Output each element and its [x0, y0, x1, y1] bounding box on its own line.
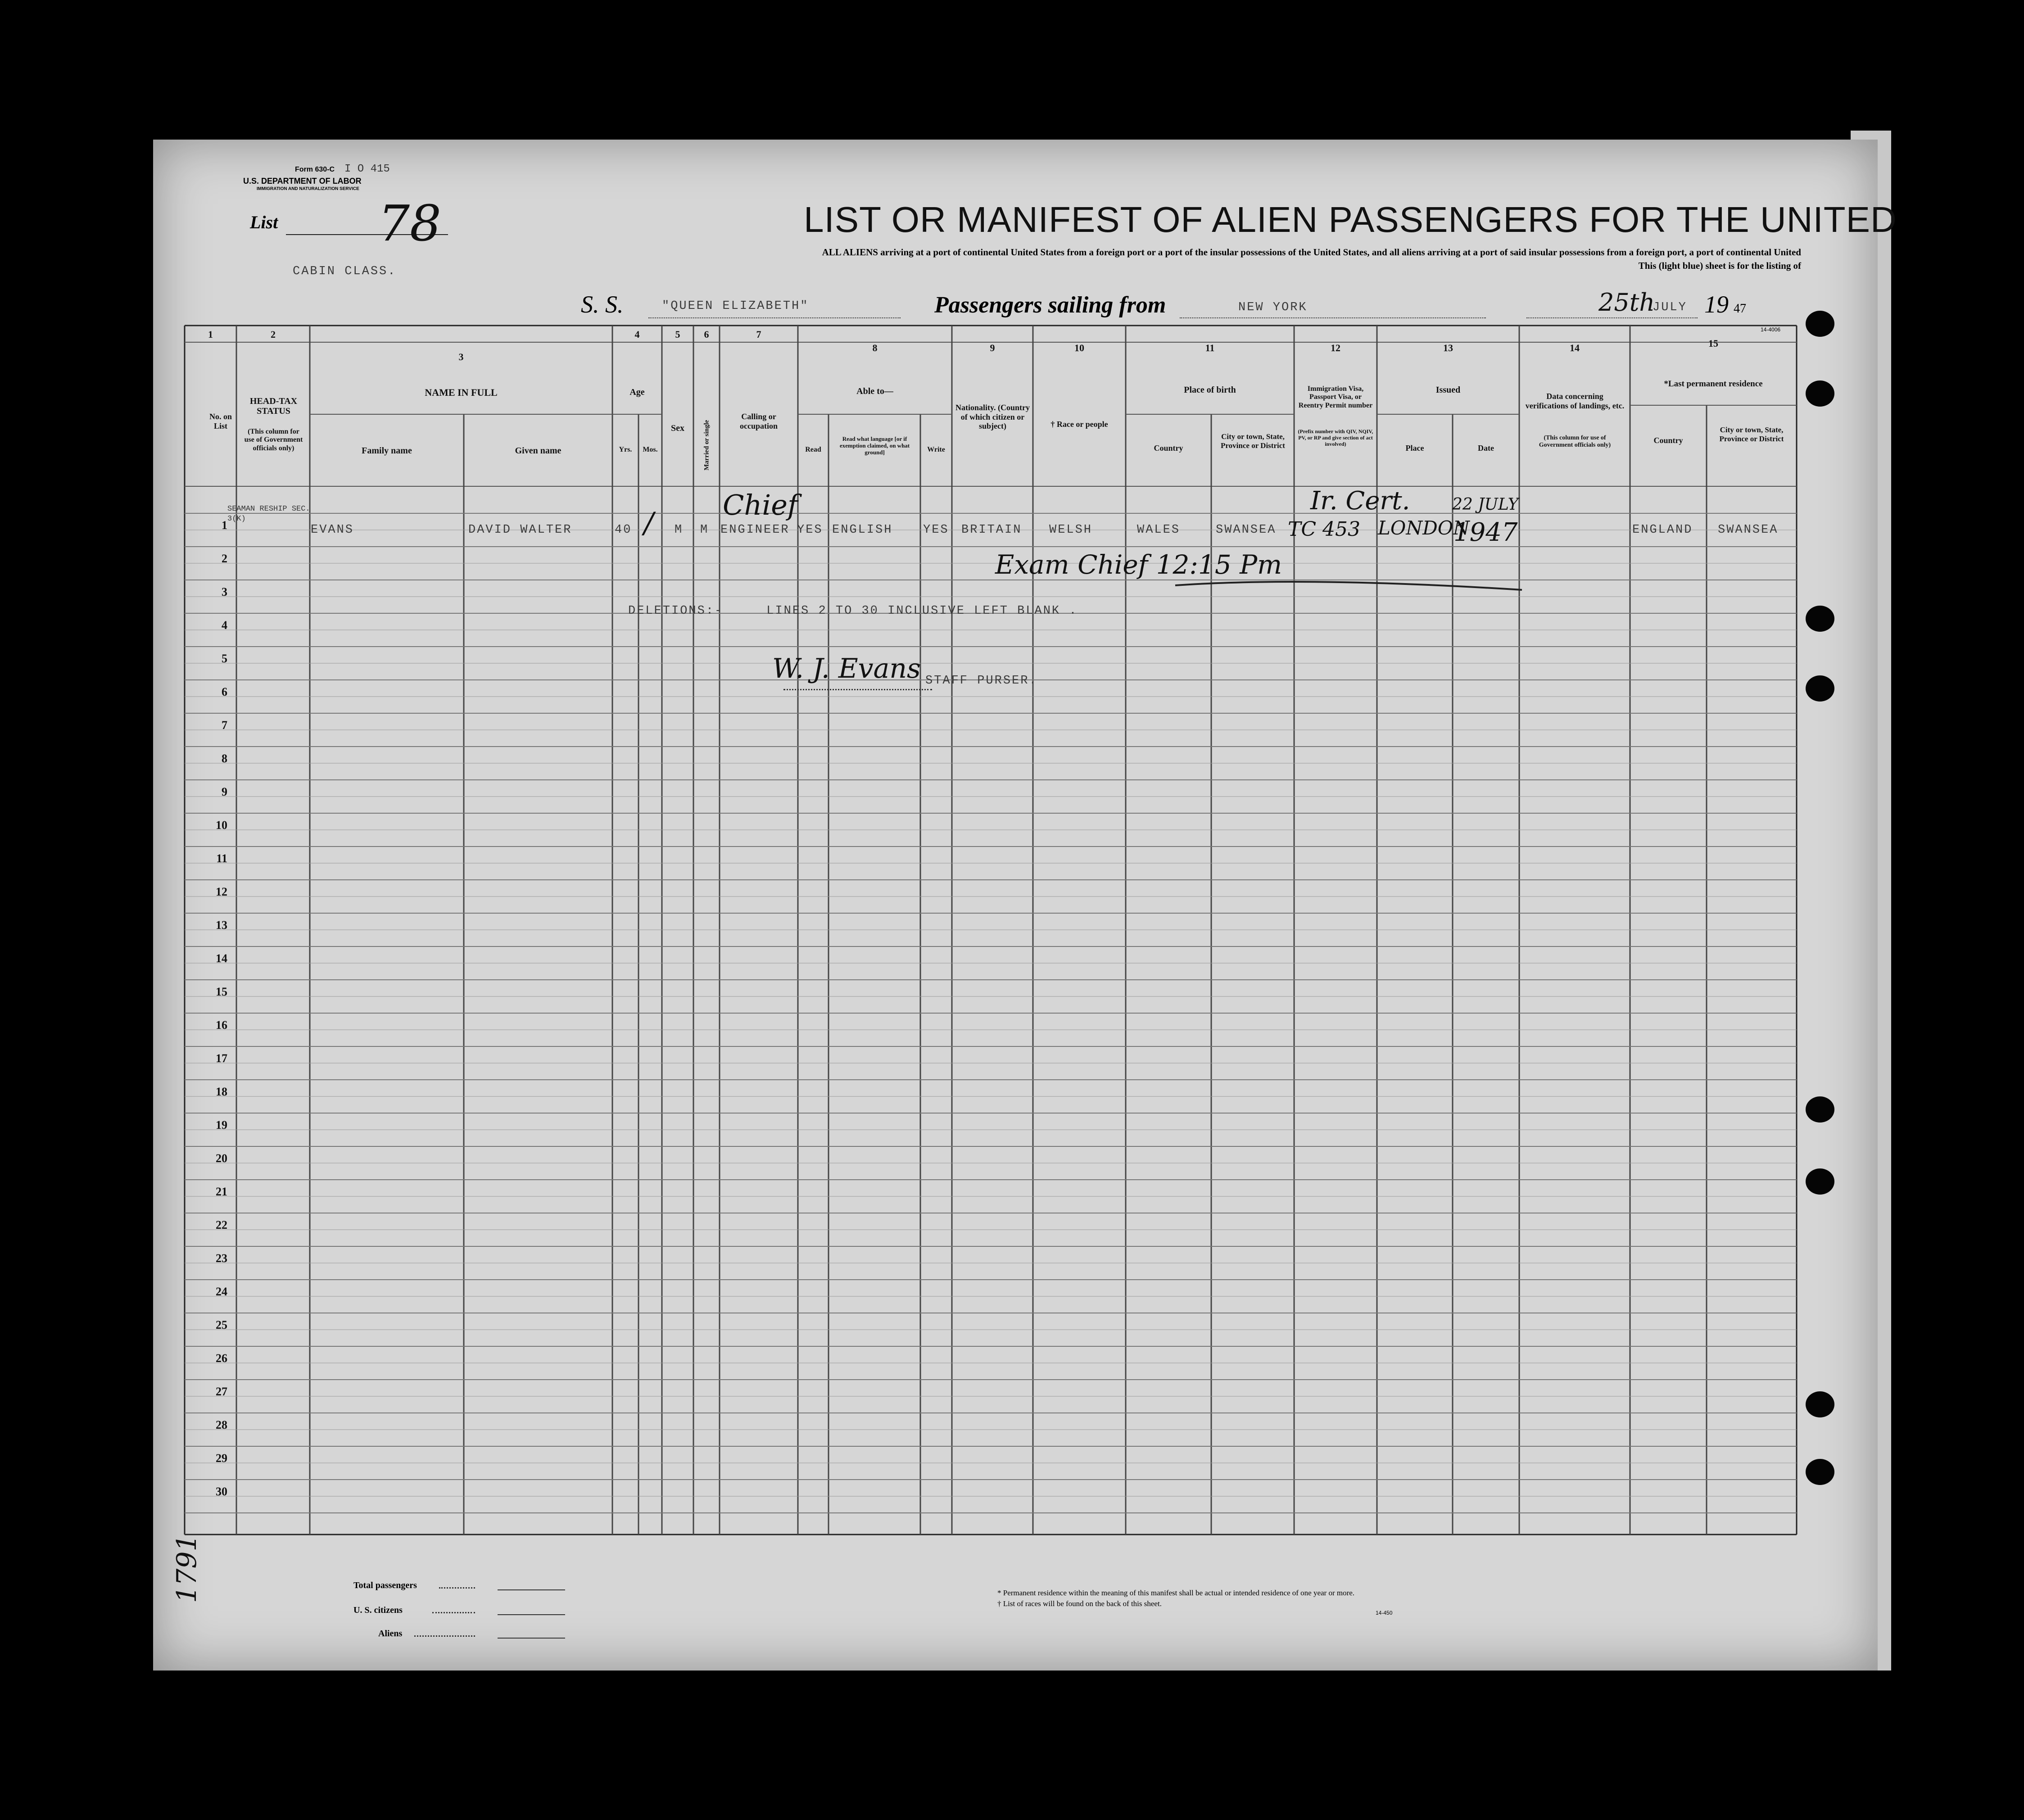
punch-hole: [1806, 1168, 1834, 1195]
entry-read: YES: [797, 523, 823, 537]
row-number: 26: [216, 1352, 227, 1365]
purser-signature: W. J. Evans: [772, 653, 921, 684]
entry-calling: ENGINEER: [720, 523, 790, 537]
row-number: 15: [216, 985, 227, 998]
row-number: 4: [222, 619, 227, 632]
hdr-sex: Sex: [671, 423, 684, 433]
row-number: 16: [216, 1019, 227, 1032]
col-num-12: 12: [1331, 342, 1340, 353]
entry-residence-country: ENGLAND: [1632, 523, 1693, 537]
row-number: 19: [216, 1118, 227, 1132]
footnote-races: † List of races will be found on the back of this sheet.: [997, 1599, 1162, 1608]
entry-sex: M: [675, 523, 684, 537]
margin-note: 1791: [171, 1534, 203, 1603]
row-number: 14: [216, 952, 227, 965]
row-number: 9: [222, 785, 227, 798]
hdr-head-tax-note: (This column for use of Government officials only): [244, 428, 303, 452]
hdr-res-country: Country: [1653, 436, 1683, 445]
entry-issued-date: 22 JULY: [1452, 495, 1519, 514]
hdr-res-city: City or town, State, Province or District: [1719, 426, 1784, 443]
department: U.S. DEPARTMENT OF LABOR: [243, 177, 362, 186]
departure-port: NEW YORK: [1238, 301, 1308, 314]
row-number: 25: [216, 1318, 227, 1331]
col-num-9: 9: [990, 342, 995, 353]
us-citizens-line: [498, 1614, 565, 1615]
aliens-line: [498, 1638, 565, 1639]
hdr-read-language: Read what language [or if exemption claimed, on what ground]: [839, 435, 910, 456]
entry-age-years: 40: [615, 523, 632, 537]
hdr-read: Read: [805, 446, 821, 453]
inspection-underline: [1171, 572, 1531, 599]
total-passengers-line: [498, 1589, 565, 1590]
col-num-10: 10: [1074, 342, 1084, 353]
entry-birth-city: SWANSEA: [1216, 523, 1277, 537]
entry-language: ENGLISH: [832, 523, 893, 537]
page-title: LIST OR MANIFEST OF ALIEN PASSENGERS FOR THE UNITED: [804, 199, 1897, 240]
purser-title: STAFF PURSER.: [925, 674, 1038, 688]
ship-name: "QUEEN ELIZABETH": [662, 299, 809, 313]
hdr-able-to: Able to—: [856, 386, 893, 396]
hdr-family-name: Family name: [362, 446, 412, 456]
entry-visa-number: TC 453: [1288, 518, 1360, 541]
col-num-11: 11: [1205, 342, 1215, 353]
cabin-class: CABIN CLASS.: [293, 265, 397, 278]
footnote-residence: * Permanent residence within the meaning of this manifest shall be actual or intended residence of one year or more.: [997, 1589, 1355, 1597]
row-number: 23: [216, 1252, 227, 1265]
row-number: 18: [216, 1085, 227, 1098]
punch-hole: [1806, 675, 1834, 702]
row-number: 28: [216, 1418, 227, 1431]
total-passengers-dots: [439, 1587, 475, 1589]
row-number: 7: [222, 719, 227, 732]
deletions-note: DELETIONS:- LINES 2 TO 30 INCLUSIVE LEFT BLANK .: [628, 604, 1078, 618]
subtitle-line2: This (light blue) sheet is for the listing of: [1638, 260, 1801, 271]
hdr-write: Write: [927, 446, 945, 453]
hdr-visa-note: (Prefix number with QIV, NQIV, PV, or RP and give section of act involved): [1298, 428, 1373, 447]
col-num-6: 6: [704, 329, 709, 340]
hdr-yrs: Yrs.: [619, 446, 632, 453]
entry-issued-place: LONDON: [1378, 517, 1470, 539]
aliens-dots: [414, 1635, 475, 1637]
col-num-5: 5: [675, 329, 680, 340]
ss-label: S. S.: [581, 291, 624, 318]
row-number: 17: [216, 1052, 227, 1065]
hdr-verifications: Data concerning verifications of landings, etc.: [1525, 392, 1625, 410]
entry-residence-city: SWANSEA: [1718, 523, 1779, 537]
total-passengers-label: Total passengers: [353, 1580, 417, 1590]
service: IMMIGRATION AND NATURALIZATION SERVICE: [257, 186, 359, 191]
entry-nationality: BRITAIN: [961, 523, 1022, 537]
row-number: 13: [216, 919, 227, 932]
hdr-issued-place: Place: [1405, 444, 1424, 453]
hdr-verifications-note: (This column for use of Government officials only): [1539, 435, 1611, 449]
hdr-name-in-full: NAME IN FULL: [425, 387, 498, 398]
row-number: 1: [222, 519, 227, 532]
col-num-13: 13: [1443, 342, 1453, 353]
subtitle-line1: ALL ALIENS arriving at a port of continental United States from a foreign port or a port of the insular possessions of the United States, and all aliens arriving at a port of said insular possessions from a foreign port, a port of continental United: [822, 247, 1801, 258]
sailing-from-label: Passengers sailing from: [934, 292, 1166, 318]
row-number: 27: [216, 1385, 227, 1398]
entry-calling-handwritten: Chief: [723, 489, 798, 521]
col-num-8: 8: [872, 342, 878, 353]
hdr-issued-date: Date: [1478, 444, 1494, 453]
punch-hole: [1806, 1391, 1834, 1417]
us-citizens-label: U. S. citizens: [353, 1605, 403, 1615]
hdr-married: Married or single: [703, 420, 711, 471]
hdr-nationality: Nationality. (Country of which citizen or subject): [955, 403, 1030, 431]
col-num-15: 15: [1708, 338, 1718, 349]
punch-hole: [1806, 1459, 1834, 1485]
entry-head-tax: SEAMAN RESHIP SEC. 3(K): [227, 505, 310, 524]
form-number: Form 630-C: [295, 166, 335, 173]
col-num-1: 1: [208, 329, 213, 340]
row-number: 6: [222, 685, 227, 698]
hdr-issued: Issued: [1435, 385, 1461, 395]
row-number: 24: [216, 1285, 227, 1298]
row-number: 22: [216, 1218, 227, 1231]
hdr-last-residence: *Last permanent residence: [1664, 379, 1763, 389]
row-number: 29: [216, 1452, 227, 1465]
entry-issued-year: 1947: [1453, 518, 1518, 547]
hdr-mos: Mos.: [643, 446, 658, 453]
punch-hole: [1806, 606, 1834, 632]
row-number: 12: [216, 885, 227, 898]
entry-birth-country: WALES: [1137, 523, 1181, 537]
departure-month: JULY: [1653, 301, 1687, 314]
entry-family-name: EVANS: [311, 523, 354, 537]
list-number: 78: [378, 195, 441, 252]
entry-marital-status: M: [700, 523, 709, 537]
row-number: 5: [222, 652, 227, 665]
row-number: 10: [216, 819, 227, 832]
col-num-3: 3: [458, 351, 464, 362]
hdr-calling: Calling or occupation: [739, 412, 778, 430]
row-number: 11: [216, 852, 227, 865]
hdr-head-tax: HEAD-TAX STATUS: [249, 396, 298, 416]
entry-age-months: /: [644, 507, 654, 540]
aliens-label: Aliens: [378, 1629, 403, 1639]
entry-given-name: DAVID WALTER: [468, 523, 572, 537]
hdr-race: † Race or people: [1050, 420, 1108, 429]
row-number: 21: [216, 1185, 227, 1198]
inspection-note: Exam Chief 12:15 Pm: [995, 549, 1282, 580]
col-num-14: 14: [1570, 342, 1580, 353]
form-code: 14-4006: [1761, 326, 1781, 333]
row-number: 8: [222, 752, 227, 765]
signature-line: [783, 689, 932, 690]
us-citizens-dots: [432, 1612, 475, 1613]
col-num-4: 4: [634, 329, 640, 340]
year-suffix: 47: [1734, 302, 1746, 316]
footnote-code: 14-450: [1376, 1610, 1393, 1616]
hdr-birth-country: Country: [1154, 444, 1183, 453]
hdr-visa: Immigration Visa, Passport Visa, or Reentry Permit number: [1298, 385, 1373, 409]
punch-hole: [1806, 1096, 1834, 1123]
stamp-number: I O 415: [344, 163, 390, 175]
hdr-birth-city: City or town, State, Province or District: [1221, 432, 1285, 450]
list-label: List: [250, 212, 278, 232]
entry-race: WELSH: [1049, 523, 1093, 537]
hdr-given-name: Given name: [515, 446, 561, 456]
entry-visa-handwritten: Ir. Cert.: [1310, 486, 1410, 516]
departure-day: 25th: [1598, 288, 1655, 317]
punch-hole: [1806, 311, 1834, 337]
entry-write: YES: [923, 523, 949, 537]
hdr-place-of-birth: Place of birth: [1184, 385, 1236, 395]
col-num-7: 7: [756, 329, 761, 340]
row-number: 30: [216, 1485, 227, 1498]
punch-hole: [1806, 380, 1834, 407]
row-number: 3: [222, 585, 227, 598]
col-num-2: 2: [271, 329, 276, 340]
row-number: 2: [222, 552, 227, 565]
hdr-no-on-list: No. on List: [209, 412, 232, 430]
hdr-age: Age: [629, 387, 645, 397]
year-prefix: 19: [1704, 291, 1729, 318]
row-number: 20: [216, 1152, 227, 1165]
